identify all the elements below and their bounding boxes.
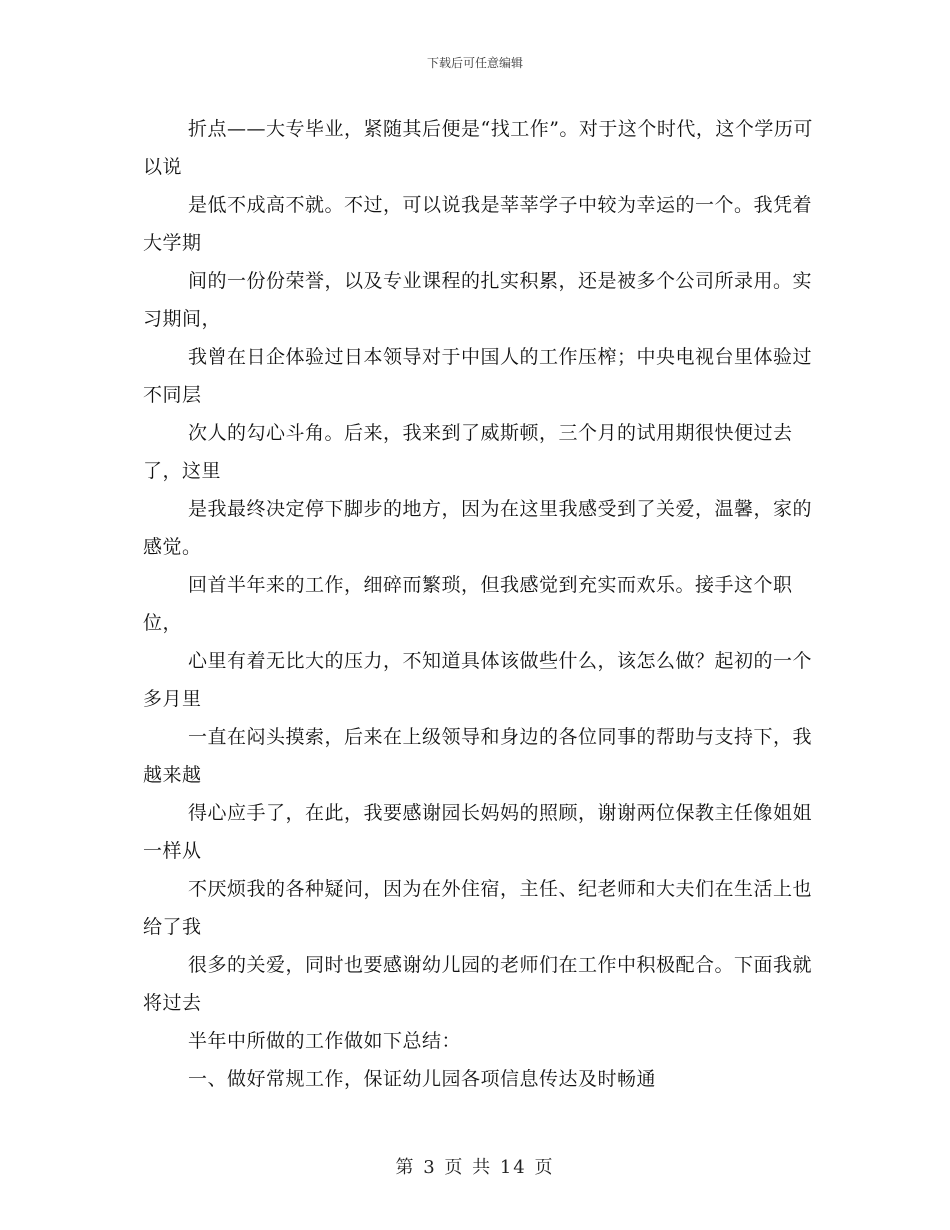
paragraph: 是我最终决定停下脚步的地方，因为在这里我感受到了关爱，温馨，家的感觉。 — [143, 498, 813, 558]
paragraph: 一直在闷头摸索，后来在上级领导和身边的各位同事的帮助与支持下，我越来越 — [143, 726, 813, 786]
page-header: 下载后可任意编辑 — [426, 56, 523, 70]
paragraph: 间的一份份荣誉，以及专业课程的扎实积累，还是被多个公司所录用。实习期间， — [143, 270, 813, 330]
paragraph: 半年中所做的工作做如下总结： — [188, 1030, 462, 1052]
paragraph: 心里有着无比大的压力，不知道具体该做些什么，该怎么做？起初的一个多月里 — [143, 650, 813, 710]
paragraph: 不厌烦我的各种疑问，因为在外住宿，主任、纪老师和大夫们在生活上也给了我 — [143, 878, 813, 938]
paragraph: 次人的勾心斗角。后来，我来到了威斯顿，三个月的试用期很快便过去了，这里 — [143, 422, 793, 482]
paragraph: 是低不成高不就。不过，可以说我是莘莘学子中较为幸运的一个。我凭着大学期 — [143, 194, 813, 254]
paragraph: 折点——大专毕业，紧随其后便是“找工作”。对于这个时代，这个学历可以说 — [143, 118, 813, 178]
paragraph: 得心应手了，在此，我要感谢园长妈妈的照顾，谢谢两位保教主任像姐姐一样从 — [143, 802, 813, 862]
paragraph: 我曾在日企体验过日本领导对于中国人的工作压榨；中央电视台里体验过不同层 — [143, 346, 813, 406]
paragraph: 一、做好常规工作，保证幼儿园各项信息传达及时畅通 — [188, 1068, 657, 1090]
paragraph: 回首半年来的工作，细碎而繁琐，但我感觉到充实而欢乐。接手这个职位， — [143, 574, 793, 634]
paragraph: 很多的关爱，同时也要感谢幼儿园的老师们在工作中积极配合。下面我就将过去 — [143, 954, 813, 1014]
page-footer: 第 3 页 共 14 页 — [395, 1157, 555, 1178]
document-body — [143, 110, 815, 1098]
